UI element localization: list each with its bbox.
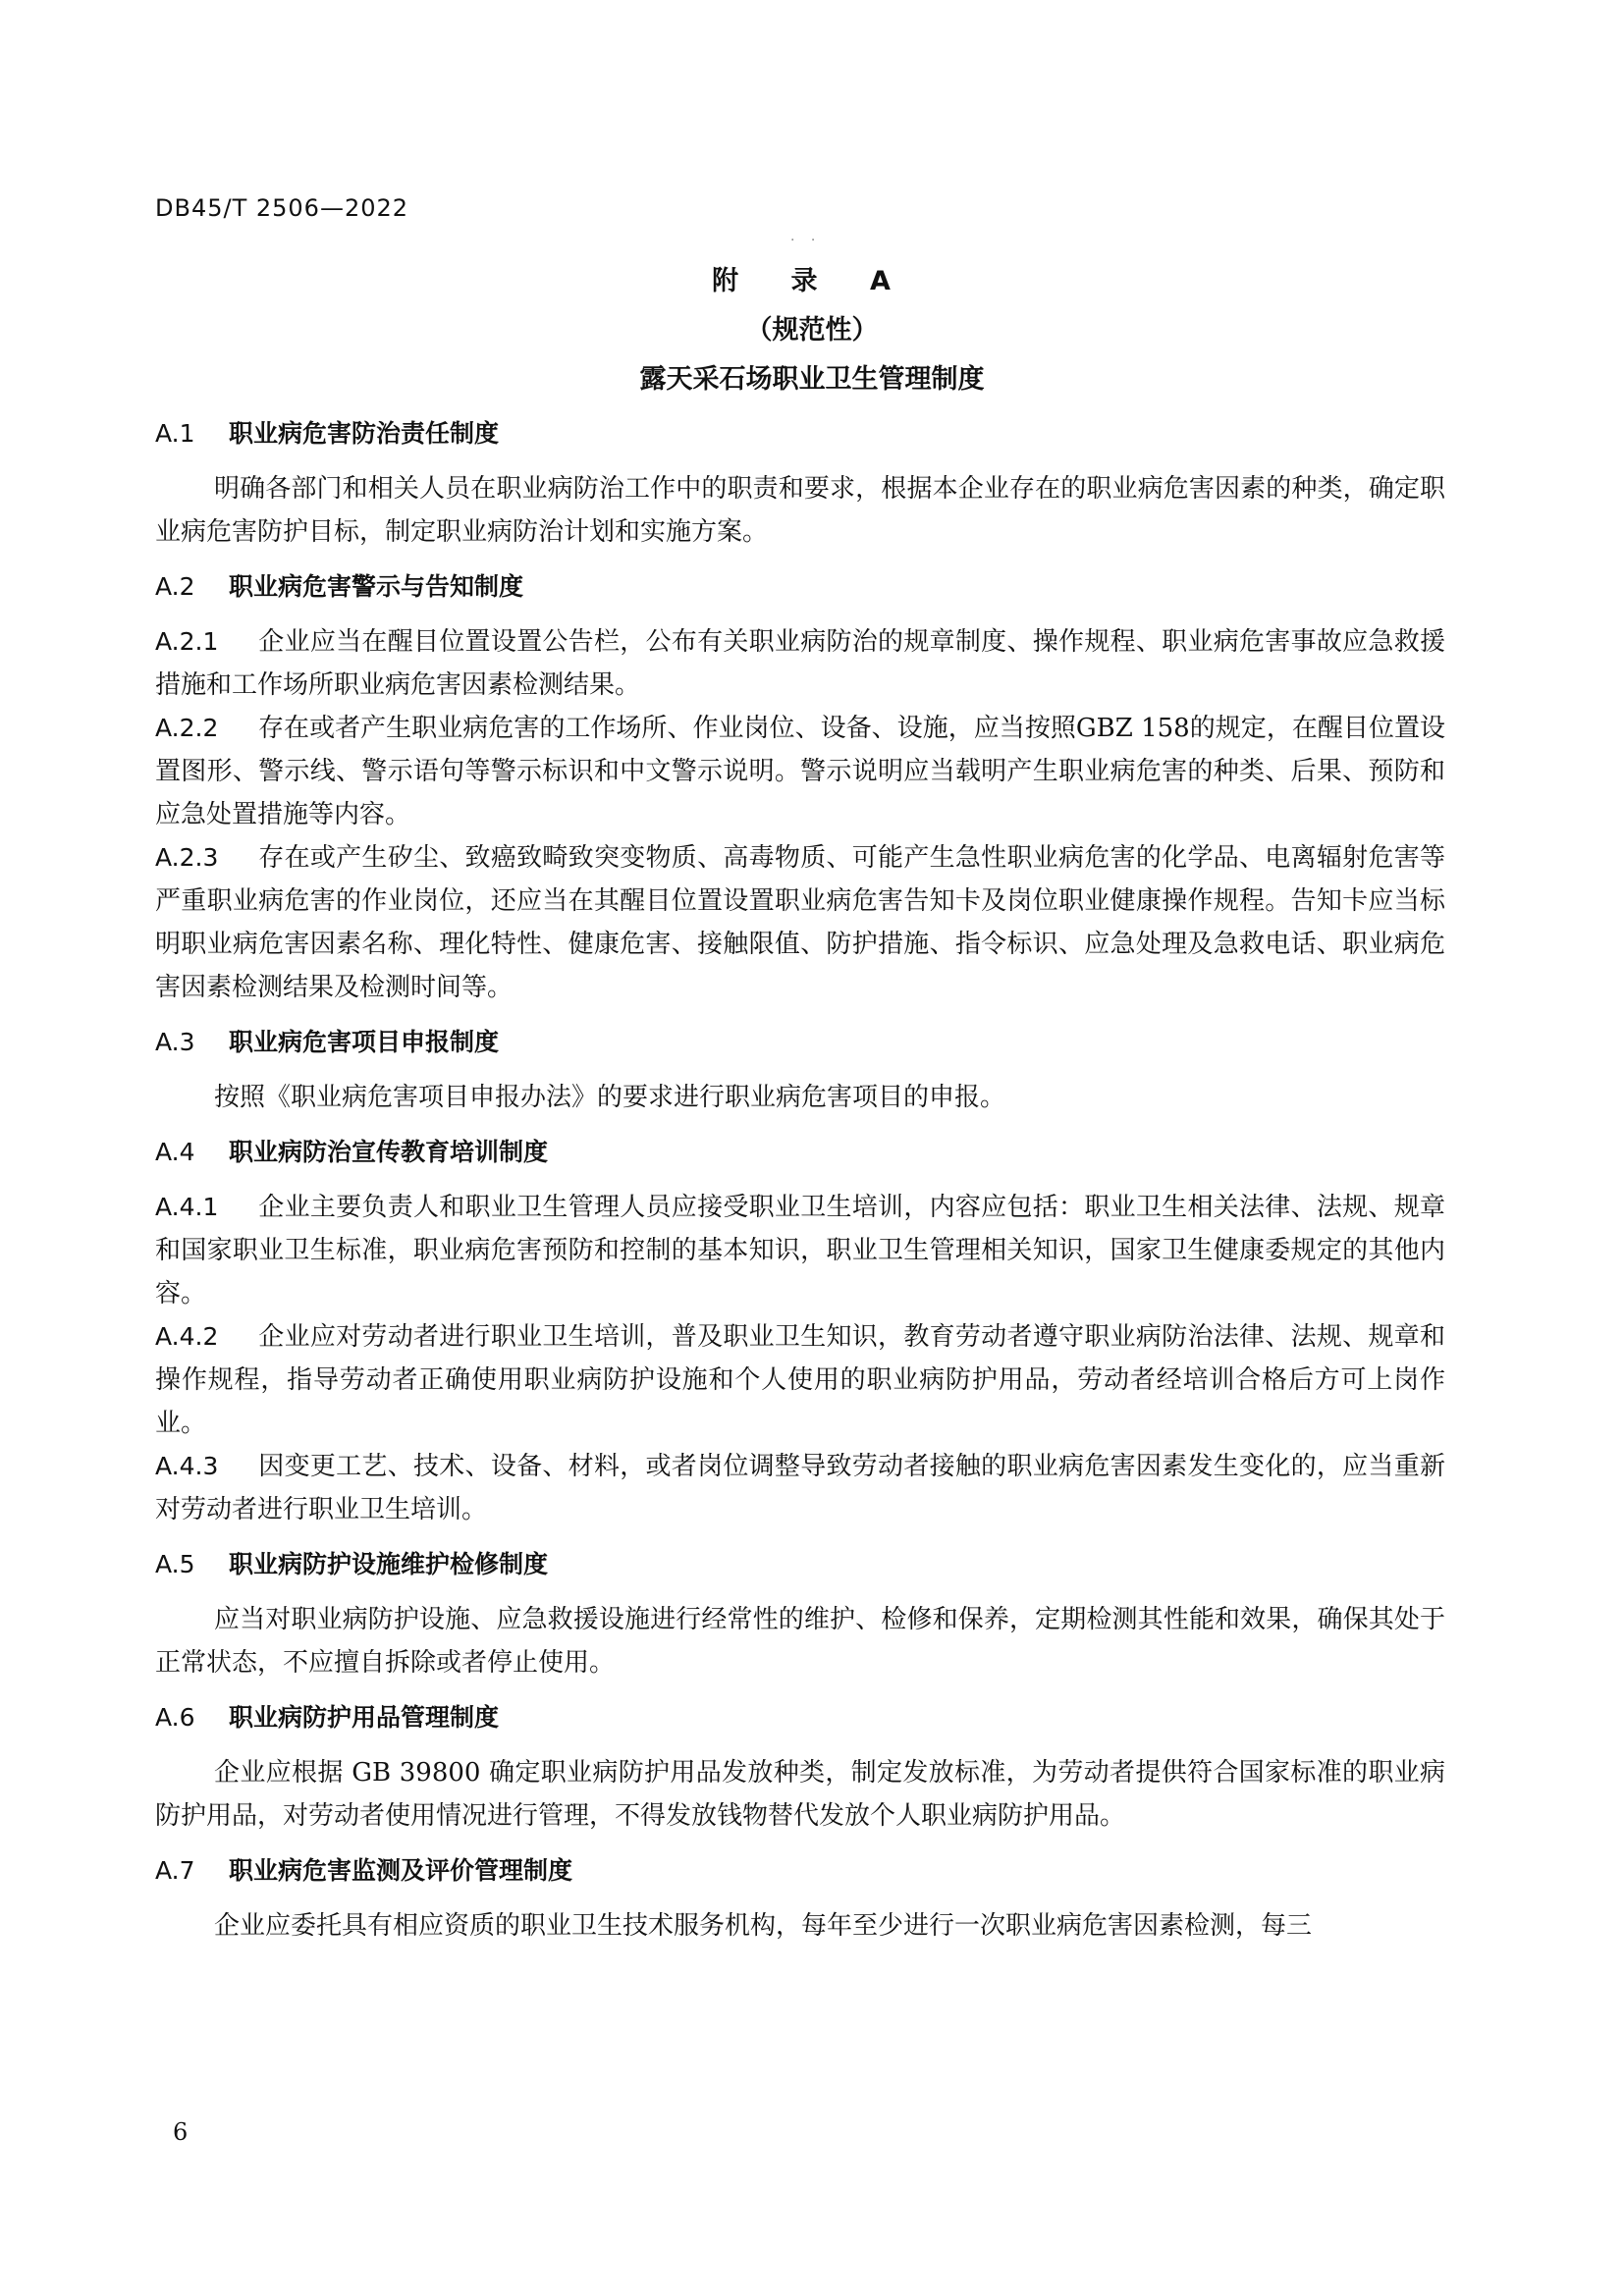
section-heading xyxy=(155,1021,1445,1064)
section-number: A.3 xyxy=(155,1028,195,1056)
section-heading xyxy=(155,1543,1445,1586)
clause-text: 存在或产生矽尘、致癌致畸致突变物质、高毒物质、可能产生急性职业病危害的化学品、电离辐射危害等严重职业病危害的作业岗位，还应当在其醒目位置设置职业病危害告知卡及岗位职业健康操作规程。告知卡应当标明职业病危害因素名称、理化特性、健康危害、接触限值、防护措施、指令标识、应急处理及急救电话、职业病危害因素检测结果及检测时间等。 xyxy=(155,843,1445,1002)
page-number: 6 xyxy=(173,2118,189,2146)
section-title: 职业病防治宣传教育培训制度 xyxy=(229,1138,549,1166)
section-heading xyxy=(155,412,1445,455)
section-heading xyxy=(155,1696,1445,1739)
clause-text: 企业主要负责人和职业卫生管理人员应接受职业卫生培训，内容应包括：职业卫生相关法律、法规、规章和国家职业卫生标准，职业病危害预防和控制的基本知识，职业卫生管理相关知识，国家卫生健康委规定的其他内容。 xyxy=(155,1193,1445,1308)
section-title: 职业病危害项目申报制度 xyxy=(229,1028,500,1056)
section-paragraph: 企业应委托具有相应资质的职业卫生技术服务机构，每年至少进行一次职业病危害因素检测，每三 xyxy=(214,1911,1313,1941)
document-body xyxy=(155,412,1445,1959)
clause xyxy=(155,1315,1445,1445)
section-title: 职业病危害防治责任制度 xyxy=(229,419,500,448)
section-number: A.5 xyxy=(155,1550,195,1578)
clause-text: 企业应当在醒目位置设置公告栏，公布有关职业病防治的规章制度、操作规程、职业病危害事故应急救援措施和工作场所职业病危害因素检测结果。 xyxy=(155,627,1445,700)
annex-label: 附 录 A xyxy=(712,266,912,296)
clause-number: A.4.1 xyxy=(155,1193,219,1221)
section-number: A.1 xyxy=(155,419,195,448)
clause xyxy=(155,836,1445,1009)
section-paragraph: 企业应根据 GB 39800 确定职业病防护用品发放种类，制定发放标准，为劳动者提供符合国家标准的职业病防护用品，对劳动者使用情况进行管理，不得发放钱物替代发放个人职业病防护用品。 xyxy=(155,1758,1445,1831)
clause xyxy=(155,620,1445,707)
clause xyxy=(155,1186,1445,1315)
section-title: 职业病危害警示与告知制度 xyxy=(229,572,524,601)
section-heading xyxy=(155,565,1445,609)
section-number: A.4 xyxy=(155,1138,195,1166)
clause-number: A.4.3 xyxy=(155,1452,219,1480)
clause-number: A.2.3 xyxy=(155,843,219,872)
annex-nature: （规范性） xyxy=(745,315,879,346)
clause-text: 企业应对劳动者进行职业卫生培训，普及职业卫生知识，教育劳动者遵守职业病防治法律、法规、规章和操作规程，指导劳动者正确使用职业病防护设施和个人使用的职业病防护用品，劳动者经培训合格后方可上岗作业。 xyxy=(155,1322,1445,1438)
clause xyxy=(155,707,1445,836)
clause-group xyxy=(155,620,1445,1009)
section-number: A.2 xyxy=(155,572,195,601)
section-number: A.6 xyxy=(155,1703,195,1732)
clause-number: A.2.2 xyxy=(155,714,219,742)
section-heading xyxy=(155,1849,1445,1893)
section-paragraph: 明确各部门和相关人员在职业病防治工作中的职责和要求，根据本企业存在的职业病危害因素的种类，确定职业病危害防护目标，制定职业病防治计划和实施方案。 xyxy=(155,474,1445,547)
section-paragraph: 应当对职业病防护设施、应急救援设施进行经常性的维护、检修和保养，定期检测其性能和效果，确保其处于正常状态，不应擅自拆除或者停止使用。 xyxy=(155,1605,1445,1678)
clause-number: A.4.2 xyxy=(155,1322,219,1351)
section-number: A.7 xyxy=(155,1856,195,1885)
clause-text: 存在或者产生职业病危害的工作场所、作业岗位、设备、设施，应当按照GBZ 158的规定，在醒目位置设置图形、警示线、警示语句等警示标识和中文警示说明。警示说明应当载明产生职业病危害的种类、后果、预防和应急处置措施等内容。 xyxy=(155,714,1445,829)
section-paragraph: 按照《职业病危害项目申报办法》的要求进行职业病危害项目的申报。 xyxy=(214,1083,1006,1112)
clause-group xyxy=(155,1186,1445,1531)
clause-text: 因变更工艺、技术、设备、材料，或者岗位调整导致劳动者接触的职业病危害因素发生变化的，应当重新对劳动者进行职业卫生培训。 xyxy=(155,1452,1445,1524)
header-dots: · · xyxy=(790,233,822,248)
annex-title-block xyxy=(0,257,1624,404)
standard-code: DB45/T 2506—2022 xyxy=(155,194,409,222)
annex-title: 露天采石场职业卫生管理制度 xyxy=(639,364,985,395)
clause-number: A.2.1 xyxy=(155,627,219,656)
section-heading xyxy=(155,1131,1445,1174)
section-title: 职业病防护用品管理制度 xyxy=(229,1703,500,1732)
section-title: 职业病危害监测及评价管理制度 xyxy=(229,1856,573,1885)
clause xyxy=(155,1445,1445,1531)
section-title: 职业病防护设施维护检修制度 xyxy=(229,1550,549,1578)
